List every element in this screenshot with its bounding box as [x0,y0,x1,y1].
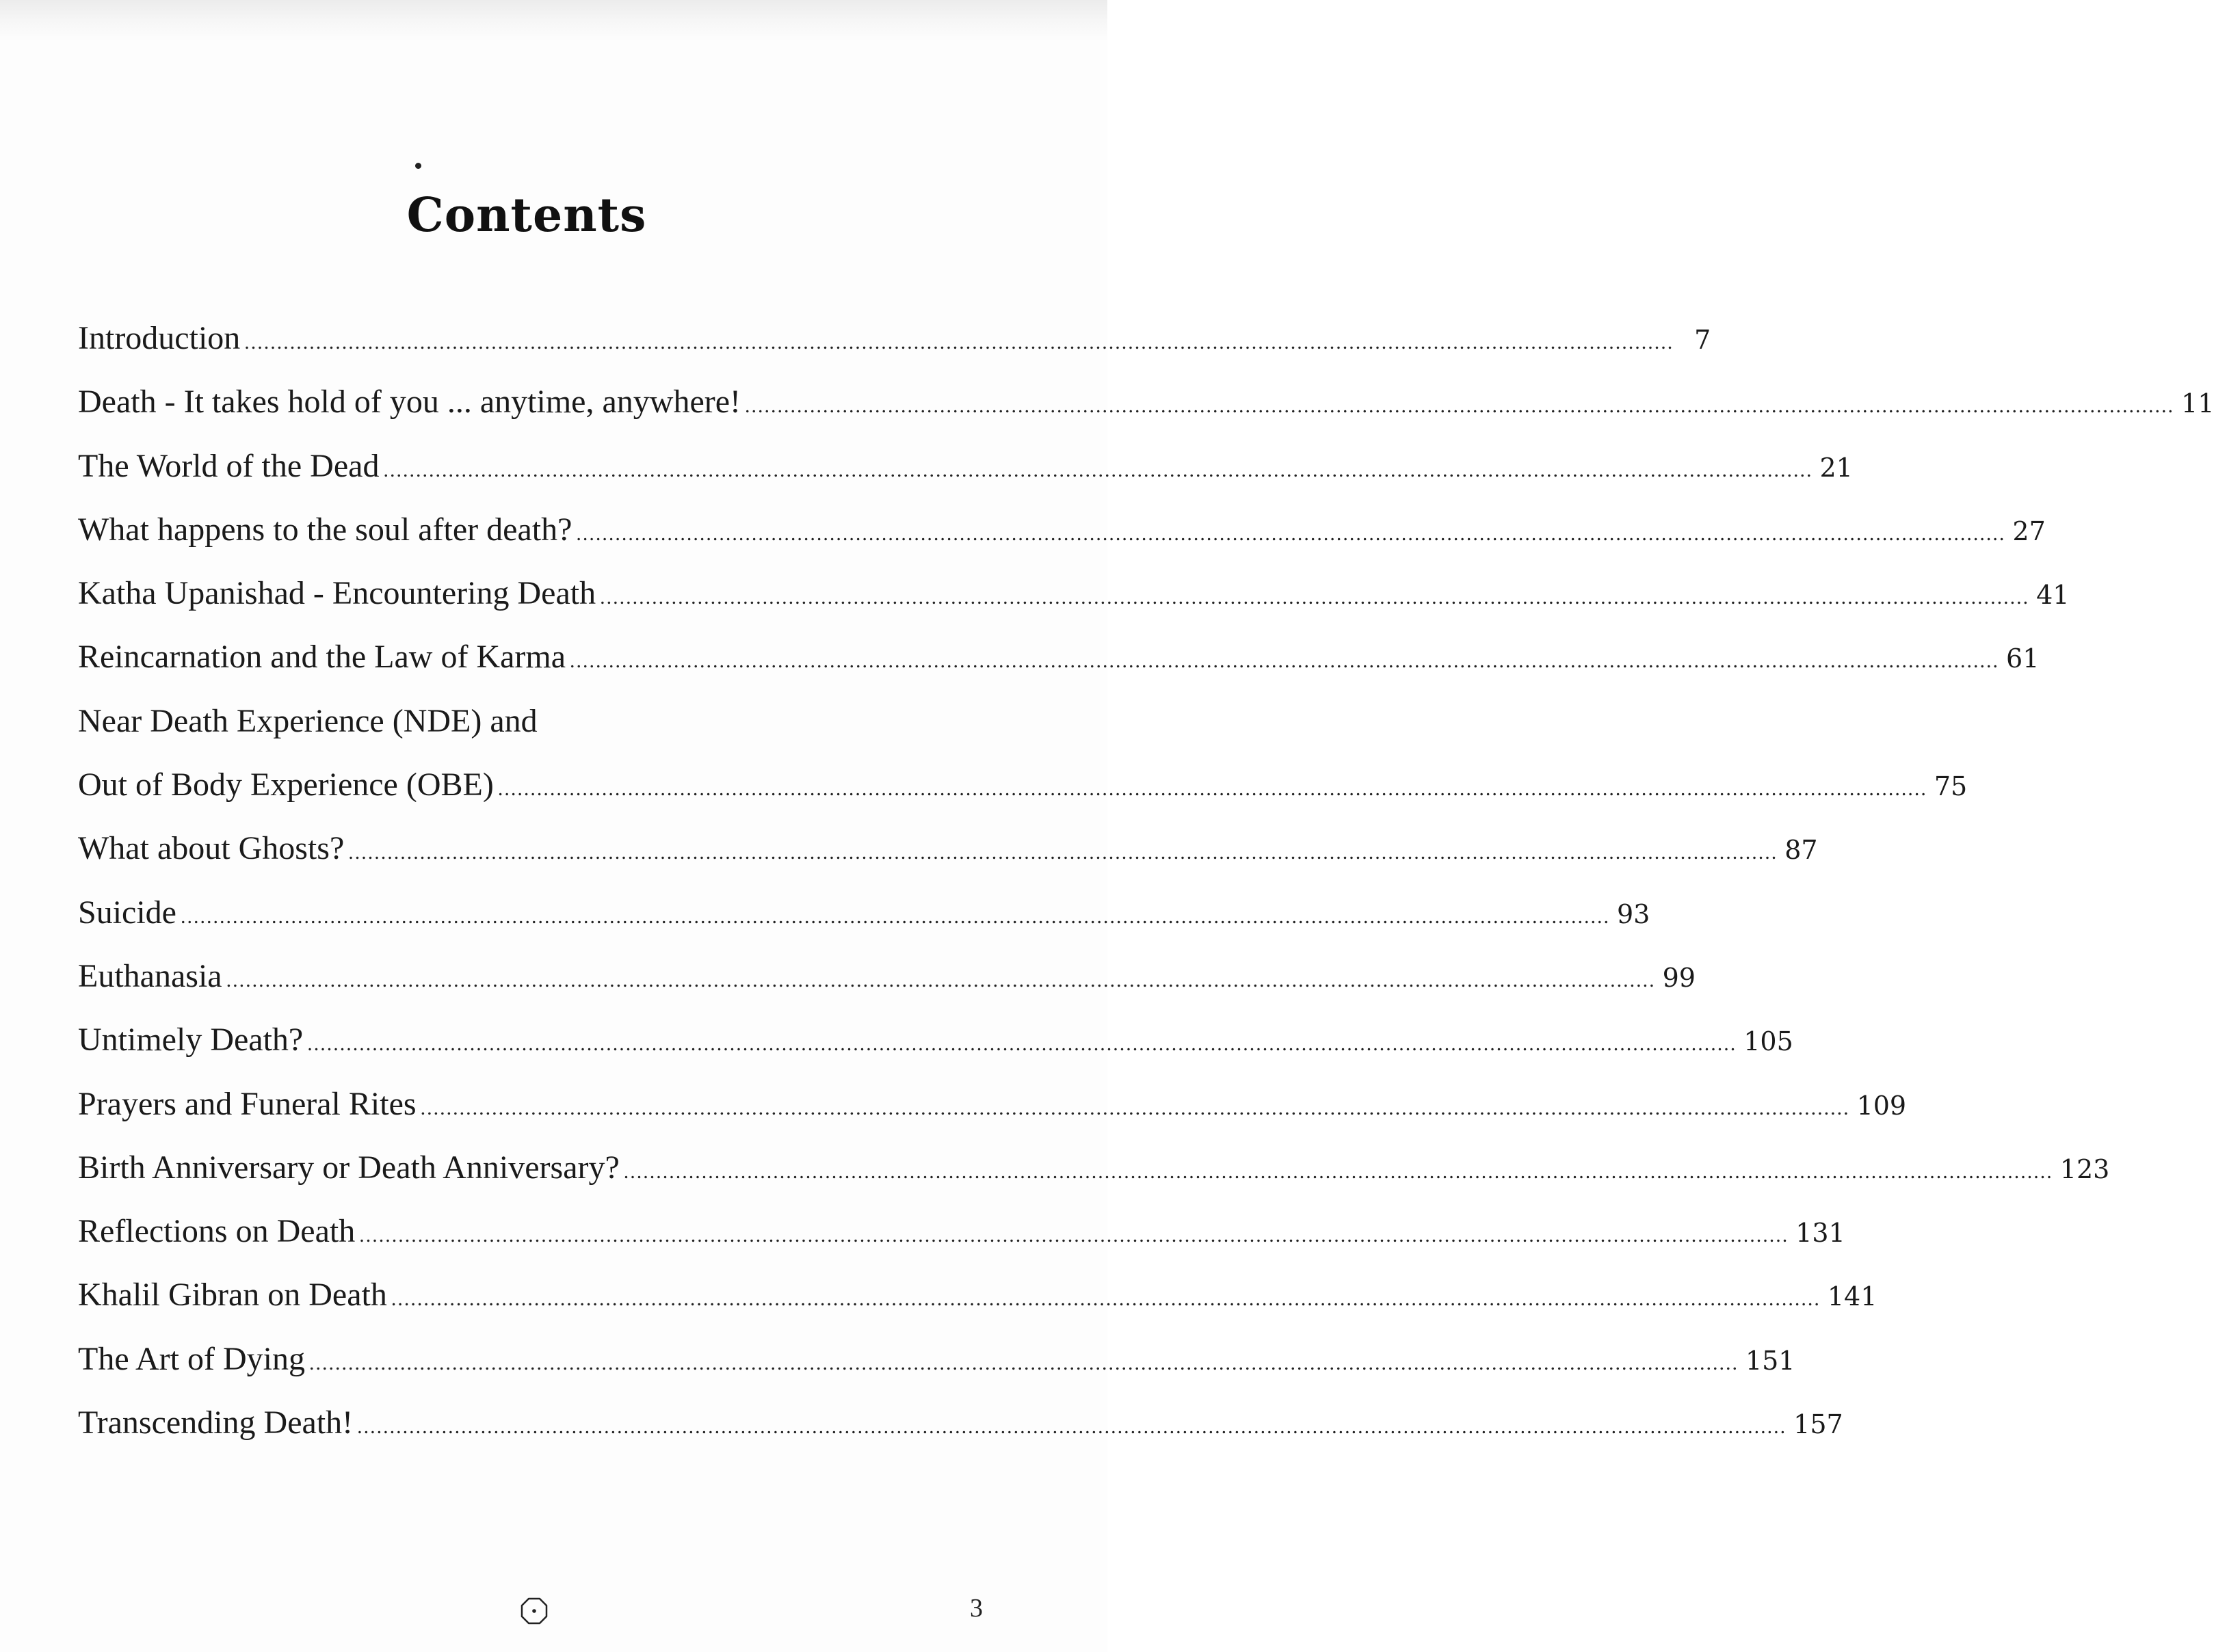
toc-entry [78,816,1818,880]
toc-entry [78,1008,1793,1071]
toc-entry-page: 105 [1743,1026,1793,1057]
page-title: Contents [406,188,647,243]
toc-entry-page: 99 [1662,962,1696,993]
toc-entry-title: Introduction [78,320,241,356]
toc-entry [78,1199,1845,1263]
toc-entry [78,881,1650,944]
toc-entry-page: 141 [1827,1281,1877,1312]
toc-dot-leader: ............................................................................................................................................................................................................................ [576,522,2006,545]
ink-speck [415,163,421,169]
toc-entry-title: Out of Body Experience (OBE) [78,767,494,803]
toc-entry [78,1327,1795,1391]
toc-entry-title: Suicide [78,894,176,931]
toc-entry [78,370,2214,434]
toc-entry-page: 123 [2059,1154,2110,1184]
toc-entry [78,625,2040,689]
toc-dot-leader: ............................................................................................................................................................................................................................ [420,1096,1850,1119]
toc-dot-leader: ............................................................................................................................................................................................................................ [348,841,1778,864]
toc-entry-page: 61 [2006,643,2040,674]
toc-entry-page: 87 [1784,835,1818,866]
toc-entry-page: 7 [1694,325,1711,355]
toc-entry-title: The World of the Dead [78,447,380,484]
toc-entry-page: 11 [2181,388,2214,419]
toc-entry-title: Death - It takes hold of you ... anytime, anywhere! [78,384,741,421]
toc-dot-leader: ............................................................................................................................................................................................................................ [307,1032,1737,1056]
toc-entry-page: 27 [2012,516,2046,546]
toc-entry [78,498,2046,561]
toc-dot-leader: ............................................................................................................................................................................................................................ [383,458,1813,481]
toc-entry [78,689,981,753]
toc-entry-title: Reincarnation and the Law of Karma [78,639,566,676]
table-of-contents [78,306,2214,1454]
toc-entry [78,1263,1877,1327]
toc-dot-leader: ............................................................................................................................................................................................................................ [745,395,2175,418]
toc-entry-title: Katha Upanishad - Encountering Death [78,575,596,612]
toc-entry [78,753,1968,816]
toc-dot-leader: ............................................................................................................................................................................................................................ [570,650,2000,673]
toc-dot-leader: ............................................................................................................................................................................................................................ [600,586,2030,609]
toc-entry-title: Untimely Death? [78,1022,304,1058]
toc-entry [78,1136,2110,1199]
page-number: 3 [970,1594,983,1623]
toc-dot-leader: ............................................................................................................................................................................................................................ [357,1415,1787,1439]
toc-dot-leader: ............................................................................................................................................................................................................................ [623,1160,2053,1183]
circle-dot-icon [520,1597,549,1625]
toc-entry-title: Khalil Gibran on Death [78,1277,387,1314]
toc-entry-page: 157 [1793,1409,1843,1440]
toc-entry [78,561,2070,625]
toc-entry-page: 151 [1745,1345,1795,1376]
toc-entry [78,1072,1907,1136]
toc-entry [78,1391,1843,1454]
toc-dot-leader: ............................................................................................................................................................................................................................ [359,1224,1789,1247]
toc-entry-title: Reflections on Death [78,1213,356,1250]
toc-entry-title: Birth Anniversary or Death Anniversary? [78,1149,620,1186]
toc-entry-title: Euthanasia [78,957,222,994]
scan-edge-shadow [0,0,1107,41]
toc-entry-page: 41 [2036,580,2070,611]
toc-dot-leader: ............................................................................................................................................................................................................................ [180,905,1610,928]
toc-dot-leader: ............................................................................................................................................................................................................................ [226,968,1656,991]
toc-dot-leader: ............................................................................................................................................................................................................................ [391,1288,1821,1311]
toc-entry-page: 131 [1795,1218,1845,1249]
toc-entry-title: What about Ghosts? [78,830,345,867]
toc-dot-leader: ............................................................................................................................................................................................................................ [308,1351,1739,1374]
toc-entry-page: 93 [1616,898,1650,929]
toc-entry-title: What happens to the soul after death? [78,511,572,548]
toc-entry-title: The Art of Dying [78,1340,305,1377]
toc-entry [78,434,1853,498]
toc-entry-page: 75 [1934,771,1968,802]
toc-entry-title: Near Death Experience (NDE) and [78,702,538,739]
toc-entry [78,306,1711,370]
toc-dot-leader: ............................................................................................................................................................................................................................ [497,777,1927,801]
toc-dot-leader: ............................................................................................................................................................................................................................ [244,331,1674,354]
toc-entry [78,944,1696,1008]
toc-entry-title: Prayers and Funeral Rites [78,1085,417,1122]
toc-entry-title: Transcending Death! [78,1404,354,1441]
toc-entry-page: 21 [1819,452,1853,483]
toc-entry-page: 109 [1856,1090,1907,1121]
